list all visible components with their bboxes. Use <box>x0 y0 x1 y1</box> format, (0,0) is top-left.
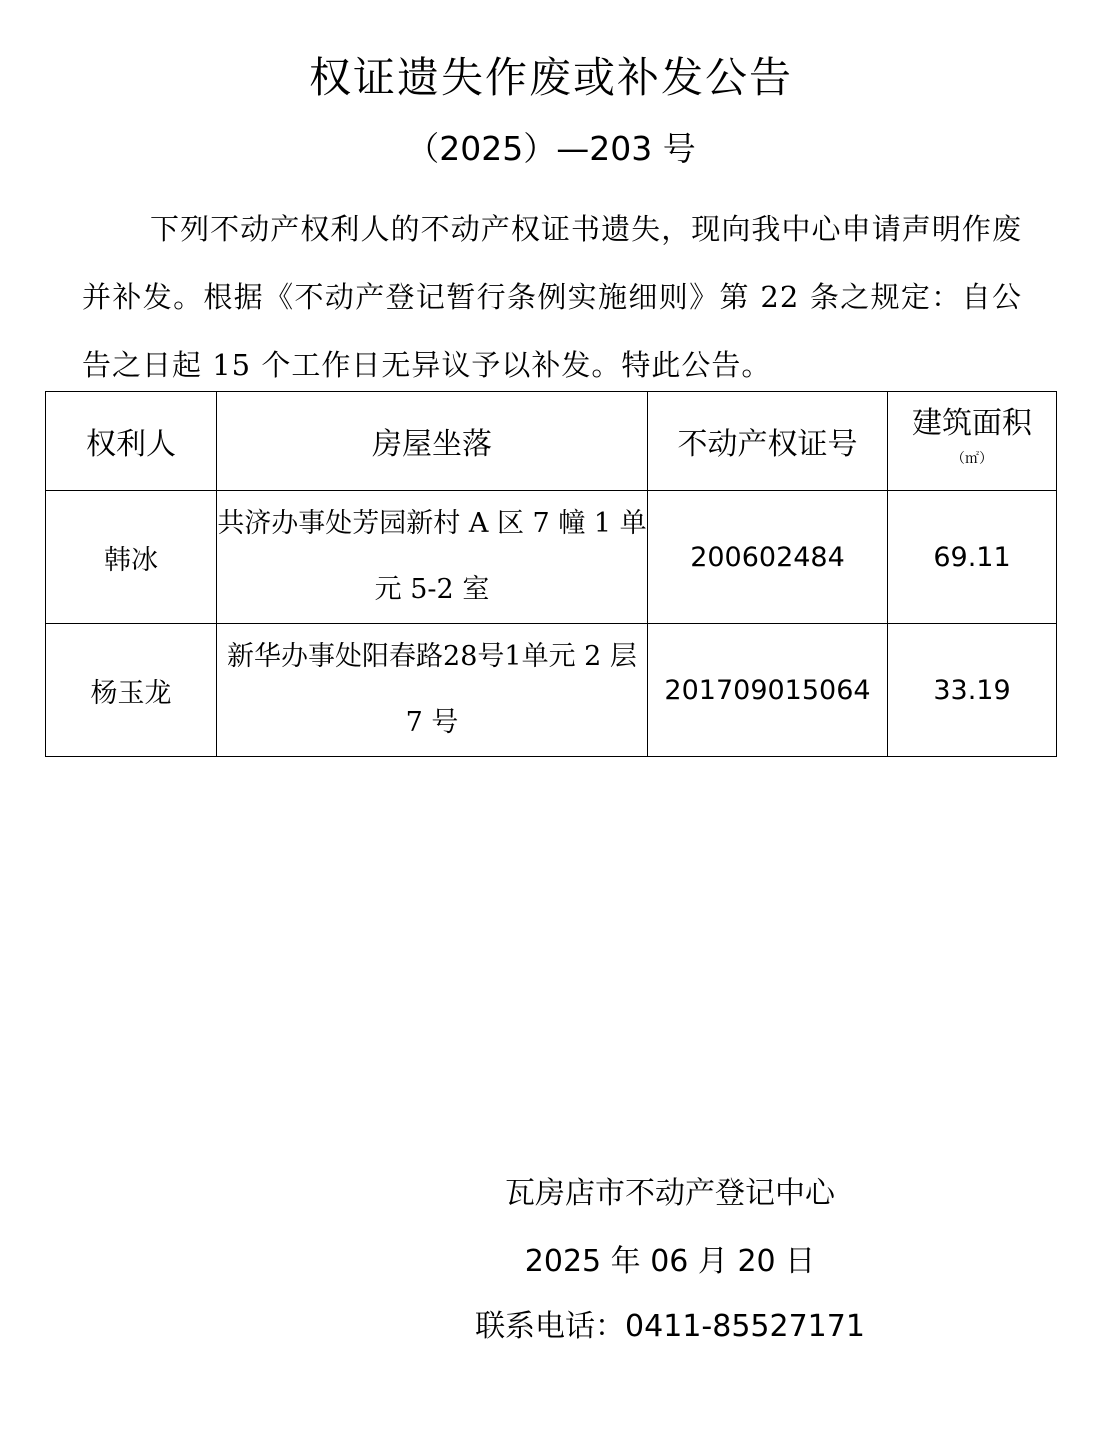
issuing-organization: 瓦房店市不动产登记中心 <box>505 1176 835 1211</box>
issue-date: 2025 年 06 月 20 日 <box>524 1244 816 1279</box>
header-area-label: 建筑面积 <box>912 406 1032 441</box>
notice-title: 权证遗失作废或补发公告 <box>308 53 793 102</box>
notice-body: 下列不动产权利人的不动产权证书遗失，现向我中心申请声明作废并补发。根据《不动产登记暂行条例实施细则》第 22 条之规定：自公告之日起 15 个工作日无异议予以补发。特此公告。 <box>82 212 1022 382</box>
table-row <box>46 624 1057 757</box>
notice-number: （2025）—203 号 <box>406 129 696 168</box>
header-area-unit: （㎡） <box>951 451 993 467</box>
holder-cell: 杨玉龙 <box>46 624 217 757</box>
cert-no-cell: 201709015064 <box>648 624 888 757</box>
contact-phone: 联系电话：0411-85527171 <box>475 1309 865 1344</box>
cert-no-cell: 200602484 <box>648 491 888 624</box>
location-cell: 共济办事处芳园新村 A 区 7 幢 1 单元 5-2 室 <box>217 491 648 624</box>
header-location: 房屋坐落 <box>217 392 648 491</box>
table-row <box>46 491 1057 624</box>
header-cert-no: 不动产权证号 <box>648 392 888 491</box>
header-area <box>888 392 1057 491</box>
table-header-row <box>46 392 1057 491</box>
location-cell: 新华办事处阳春路28号1单元 2 层 7 号 <box>217 624 648 757</box>
area-cell: 69.11 <box>888 491 1057 624</box>
lost-certificate-table <box>45 391 1057 757</box>
header-holder: 权利人 <box>46 392 217 491</box>
area-cell: 33.19 <box>888 624 1057 757</box>
holder-cell: 韩冰 <box>46 491 217 624</box>
